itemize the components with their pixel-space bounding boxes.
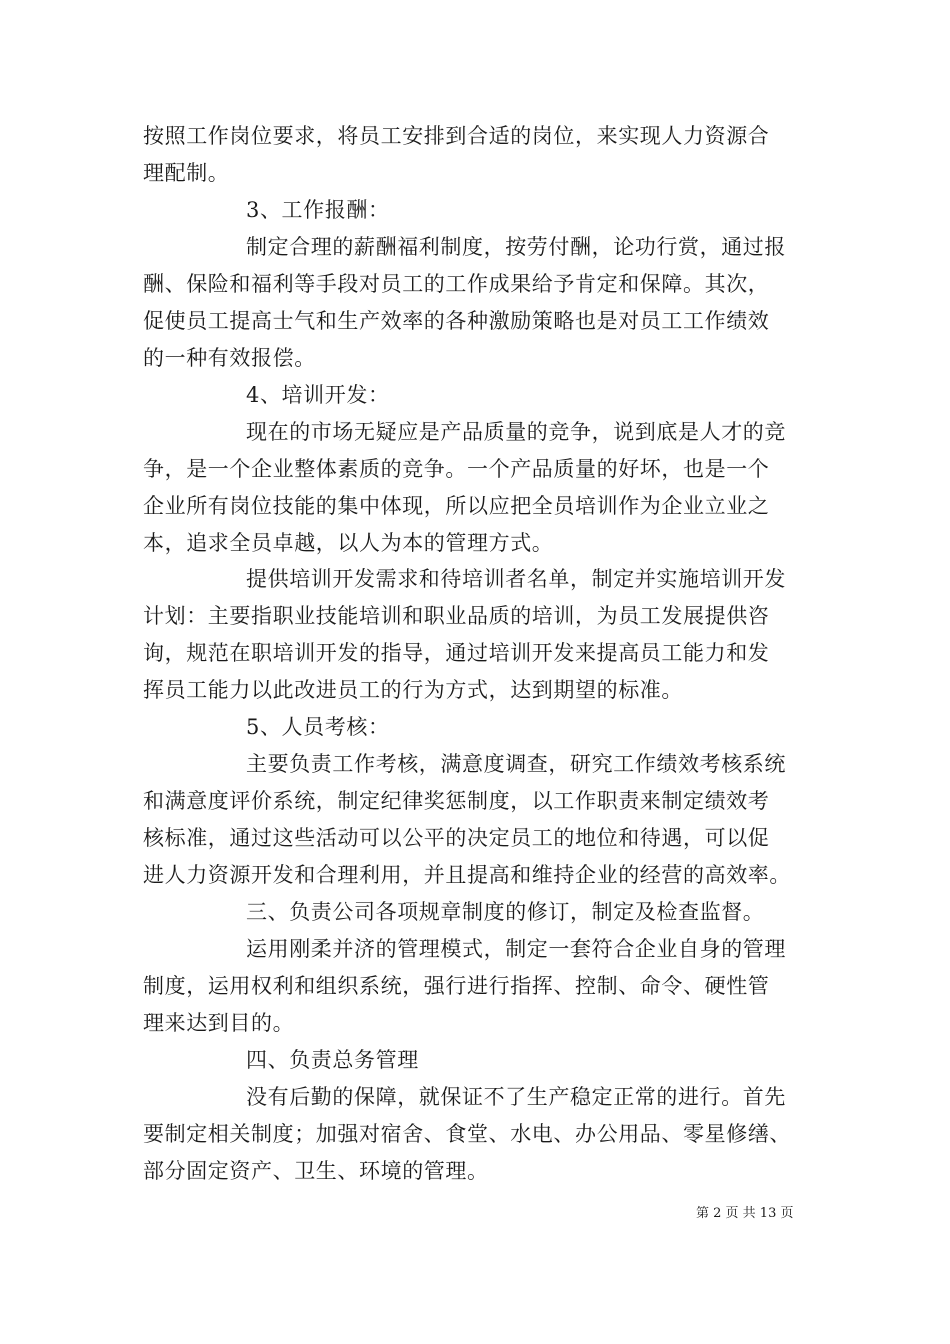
text-line: 进人力资源开发和合理利用，并且提高和维持企业的经营的高效率。	[143, 863, 791, 887]
text-line: 酬、保险和福利等手段对员工的工作成果给予肯定和保障。其次，	[143, 271, 770, 296]
text-line: 计划：主要指职业技能培训和职业品质的培训，为员工发展提供咨	[143, 604, 770, 629]
text-line: 企业所有岗位技能的集中体现，所以应把全员培训作为企业立业之	[143, 493, 770, 518]
text-line: 的一种有效报偿。	[143, 345, 316, 370]
text-line: 提供培训开发需求和待培训者名单，制定并实施培训开发	[246, 567, 786, 592]
text-line: 三、负责公司各项规章制度的修订，制定及检查监督。	[246, 900, 765, 924]
page-number-footer: 第 2 页 共 13 页	[696, 1206, 794, 1221]
text-line: 核标准，通过这些活动可以公平的决定员工的地位和待遇，可以促	[143, 826, 770, 851]
text-line: 主要负责工作考核，满意度调查，研究工作绩效考核系统	[246, 752, 786, 777]
text-line: 现在的市场无疑应是产品质量的竞争，说到底是人才的竞	[246, 419, 786, 444]
text-line: 没有后勤的保障，就保证不了生产稳定正常的进行。首先	[246, 1084, 786, 1109]
text-line: 挥员工能力以此改进员工的行为方式，达到期望的标准。	[143, 678, 683, 703]
text-line: 按照工作岗位要求，将员工安排到合适的岗位，来实现人力资源合	[143, 124, 770, 148]
text-line: 3、工作报酬：	[246, 197, 390, 222]
text-line: 和满意度评价系统，制定纪律奖惩制度，以工作职责来制定绩效考	[143, 789, 770, 814]
text-line: 促使员工提高士气和生产效率的各种激励策略也是对员工工作绩效	[143, 308, 770, 333]
text-line: 本，追求全员卓越，以人为本的管理方式。	[143, 530, 554, 555]
text-line: 制度，运用权利和组织系统，强行进行指挥、控制、命令、硬性管	[143, 973, 770, 998]
text-line: 制定合理的薪酬福利制度，按劳付酬，论功行赏，通过报	[246, 234, 786, 259]
text-line: 部分固定资产、卫生、环境的管理。	[143, 1158, 489, 1183]
text-line: 4、培训开发：	[246, 382, 390, 407]
text-line: 5、人员考核：	[246, 715, 390, 740]
text-line: 理配制。	[143, 160, 230, 185]
text-line: 四、负责总务管理	[246, 1047, 419, 1072]
text-line: 询，规范在职培训开发的指导，通过培训开发来提高员工能力和发	[143, 641, 770, 666]
text-line: 运用刚柔并济的管理模式，制定一套符合企业自身的管理	[246, 936, 786, 961]
text-line: 要制定相关制度；加强对宿舍、食堂、水电、办公用品、零星修缮、	[143, 1121, 791, 1146]
text-line: 理来达到目的。	[143, 1010, 295, 1035]
text-line: 争，是一个企业整体素质的竞争。一个产品质量的好坏，也是一个	[143, 456, 770, 481]
